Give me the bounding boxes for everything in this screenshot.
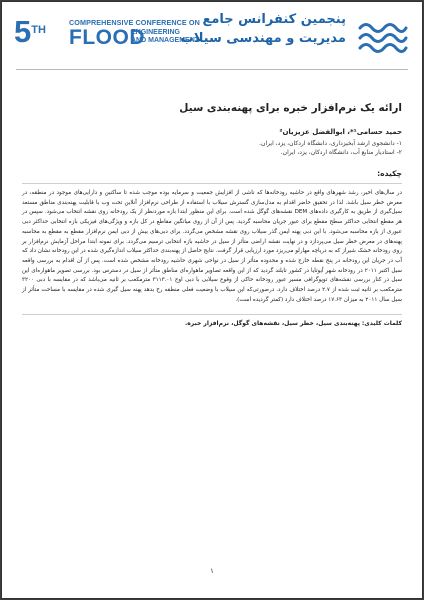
abstract-section [22,183,402,306]
persian-title-line1: پنجمین کنفرانس جامع [202,12,346,27]
conference-name-line1: COMPREHENSIVE CONFERENCE ON [69,18,200,27]
document-page [2,2,422,598]
conference-logo-english [14,14,200,56]
keywords-label: کلمات کلیدی: [361,319,402,327]
number-digit: 5 [14,14,32,49]
abstract-text: در سال‌های اخیر، رشد شهرهای واقع در حاشیه رودخانه‌ها که ناشی از افزایش جمعیت و سرمایه بوده موجب شده تا ساکنین و دارایی‌های موجود در منطقه، در معرض خطر سیل باشد. لذا در تحقیق حاضر اقدام به مدل‌سازی گسترش سیلاب با استفاده از طراحی نرم‌افزار آنلاین تحت وب با قابلیت پهنه‌بندی مناطق مستعد سیل‌گیری از طریق به کارگیری داده‌های DEM نقشه‌های گوگل شده است. برای این منظور ابتدا بازه موردنظر از یک رودخانه روی نقشه انتخاب می‌شود. سپس در هر مقطع انتخابی حداکثر سطح مقطع برای عبور جریان محاسبه گردید. پس از آن از روی میانگین مقاطع در کل بازه و ویژگی‌های فیزیکی بازه انتخابی حداکثر دبی عبوری از بازه محاسبه می‌شود. با این دبی پهنه ایمن گذر سیلاب روی نقشه مشخص می‌گردد. برای دبی‌های بیش از دبی ایمن نرم‌افزار مقطع به مقطع به محاسبه پهنه‌های در معرض خطر سیل می‌پردازد و در نهایت نقشه اراضی متأثر از سیل در حاشیه بازه انتخابی ترسیم می‌گردد. برای نمونه ابتدا مراحل آزمایش نرم‌افزار بر روی رودخانه خشک شیراز که به دریاچه مهارلو می‌ریزد مورد ارزیابی قرار گرفت. نتایج حاصل از پهنه‌بندی حداکثر سیلاب اندازه‌گیری شده در این رودخانه نشان داد که آب در جریان این رودخانه در پنج نقطه خارج شده و محدوده متأثر از سیل در نواحی شهری حاشیه رودخانه مشخص شده است. پس از آن اقدام به بررسی واقعه سیل اکتبر ۲۰۱۱ در رودخانه شهر آیوتایا در کشور تایلند گردید که از این واقعه تصاویر ماهواره‌ای مناطق متأثر از سیل در دسترس بود. بررسی تصویر ماهواره‌ای این سیل در کنار بررسی نقشه‌های توپوگرافی مسیر عبور رودخانه حاکی از وقوع سیلابی با دبی اوج ۳۱۱۳.۰۱ مترمکعب بر ثانیه می‌باشد که در مقایسه با دبی ۳۲۰۰ مترمکعب بر ثانیه ثبت شده از ۲.۷ درصد اختلاف دارد. درصورتی‌که این سیلاب با وضعیت فعلی منطقه رخ بدهد پهنه سیل گیری شده در مقایسه با مساحت متأثر از سیل سال ۲۰۱۱ به میزان ۱۷.۶۳ درصد اختلاف دارد (کمتر گردیده است). [22,190,403,303]
header-divider [16,69,408,70]
persian-title-line2: مدیریت و مهندسی سیلاب [180,31,346,46]
keywords-value: پهنه‌بندی سیل، خطر سیل، نقشه‌های گوگل، نرم‌افزار خبره. [184,319,360,327]
number-suffix: TH [31,24,46,36]
paper-title: ارائه یک نرم‌افزار خبره برای پهنه‌بندی سیل [179,102,402,114]
conference-flood-word: FLOOD [69,26,145,49]
paper-authors: حمید حسامی¹*، ابوالفضل عزیزیان² [279,128,402,136]
wave-logo-icon [356,16,408,56]
engineering-text: ENGINEERING [131,29,181,36]
page-number: ۱ [210,567,214,575]
conference-logo-persian [178,12,408,60]
paper-body [22,84,402,327]
conference-number [14,16,46,47]
affiliation-1: ۱- دانشجوی ارشد آبخیزداری، دانشگاه اردکان، یزد، ایران. [259,140,402,147]
management-text: AND MANAGEMENT [131,37,200,44]
abstract-heading: چکیده: [377,169,402,178]
keywords-section [22,314,402,327]
affiliation-2: ۲- استادیار منابع آب، دانشگاه اردکان، یزد، ایران. [280,149,402,156]
